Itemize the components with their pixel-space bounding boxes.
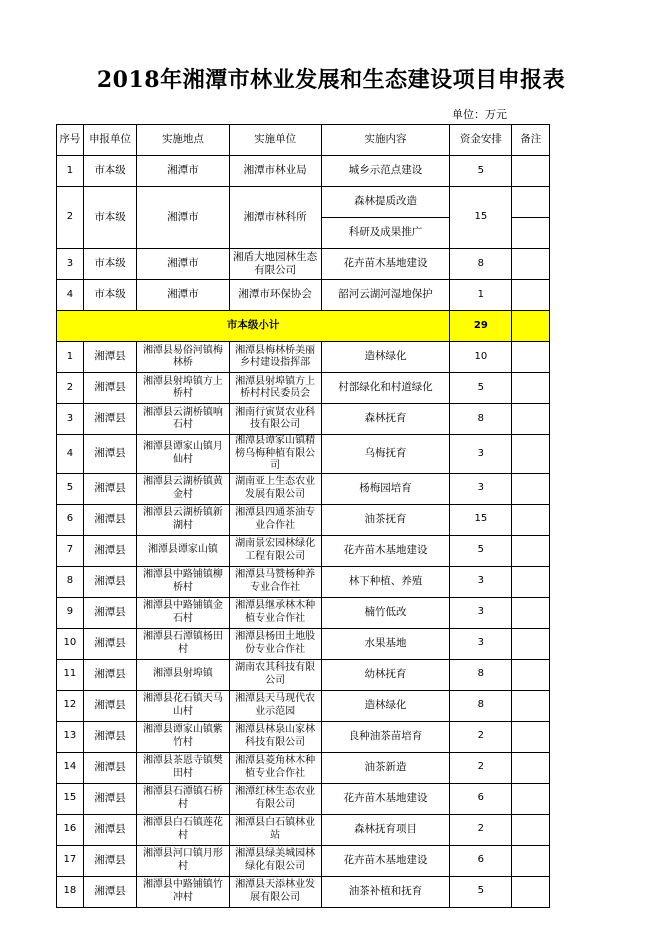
- cell-place: 湘潭市: [137, 187, 229, 249]
- cell-unit: 湘潭县: [83, 597, 137, 628]
- cell-impl: 湘潭县梅林桥美丽乡村建设指挥部: [229, 342, 321, 373]
- cell-no: 14: [57, 752, 84, 783]
- cell-no: 1: [57, 156, 84, 187]
- cell-fund: 6: [450, 845, 512, 876]
- cell-place: 湘潭县云湖桥镇响石村: [137, 404, 229, 435]
- cell-place: 湘潭市: [137, 280, 229, 311]
- cell-unit: 湘潭县: [83, 845, 137, 876]
- cell-remark: [512, 628, 550, 659]
- cell-unit: 湘潭县: [83, 566, 137, 597]
- cell-fund: 8: [450, 659, 512, 690]
- cell-fund: 3: [450, 473, 512, 504]
- cell-impl: 湘潭县林泉山家林科技有限公司: [229, 721, 321, 752]
- cell-content: 村部绿化和村道绿化: [321, 373, 450, 404]
- cell-fund: 3: [450, 628, 512, 659]
- cell-content: 油茶补植和抚育: [321, 876, 450, 907]
- cell-remark: [512, 249, 550, 280]
- cell-place: 湘潭县花石镇天马山村: [137, 690, 229, 721]
- cell-remark: [512, 342, 550, 373]
- cell-fund: 2: [450, 814, 512, 845]
- header-fund: 资金安排: [450, 125, 512, 156]
- cell-fund: 5: [450, 373, 512, 404]
- cell-remark: [512, 404, 550, 435]
- cell-no: 6: [57, 504, 84, 535]
- cell-place: 湘潭县白石镇莲花村: [137, 814, 229, 845]
- table-row: [57, 752, 550, 783]
- cell-no: 10: [57, 628, 84, 659]
- header-no: 序号: [57, 125, 84, 156]
- cell-unit: 市本级: [83, 187, 137, 249]
- cell-impl: 湘潭市环保协会: [229, 280, 321, 311]
- cell-content: 花卉苗木基地建设: [321, 535, 450, 566]
- cell-impl: 湖南农其科技有限公司: [229, 659, 321, 690]
- cell-impl: 湘南行寅贤农业科技有限公司: [229, 404, 321, 435]
- cell-fund: 2: [450, 752, 512, 783]
- cell-place: 湘潭县谭家山镇紫竹村: [137, 721, 229, 752]
- cell-fund: 6: [450, 783, 512, 814]
- cell-unit: 湘潭县: [83, 373, 137, 404]
- cell-no: 13: [57, 721, 84, 752]
- cell-content: 森林抚育项目: [321, 814, 450, 845]
- cell-remark: [512, 504, 550, 535]
- subtotal-fund: 29: [450, 311, 512, 342]
- cell-impl: 湘潭县谭家山镇精榜乌梅种植有限公司: [229, 435, 321, 474]
- cell-fund: 5: [450, 535, 512, 566]
- cell-place: 湘潭县中路铺镇金石村: [137, 597, 229, 628]
- cell-remark: [512, 280, 550, 311]
- cell-remark: [512, 690, 550, 721]
- cell-fund: 3: [450, 597, 512, 628]
- cell-content: 良种油茶苗培育: [321, 721, 450, 752]
- cell-impl: 湘潭县马赞杨种养专业合作社: [229, 566, 321, 597]
- cell-no: 8: [57, 566, 84, 597]
- cell-content: 科研及成果推广: [321, 218, 450, 249]
- cell-unit: 湘潭县: [83, 659, 137, 690]
- header-row: [57, 125, 550, 156]
- cell-content: 花卉苗木基地建设: [321, 783, 450, 814]
- table-row: [57, 435, 550, 474]
- table-row: [57, 845, 550, 876]
- cell-unit: 湘潭县: [83, 535, 137, 566]
- subtotal-label: 市本级小计: [57, 311, 450, 342]
- project-table: [56, 124, 550, 908]
- cell-no: 2: [57, 373, 84, 404]
- cell-content: 花卉苗木基地建设: [321, 249, 450, 280]
- cell-fund: 8: [450, 690, 512, 721]
- cell-remark: [512, 473, 550, 504]
- cell-no: 15: [57, 783, 84, 814]
- cell-place: 湘潭县中路铺镇柳桥村: [137, 566, 229, 597]
- cell-place: 湘潭县易俗河镇梅林桥: [137, 342, 229, 373]
- cell-place: 湘潭县云湖桥镇黄金村: [137, 473, 229, 504]
- cell-no: 3: [57, 404, 84, 435]
- cell-no: 12: [57, 690, 84, 721]
- cell-unit: 湘潭县: [83, 435, 137, 474]
- cell-content: 森林抚育: [321, 404, 450, 435]
- unit-label: 单位：万元: [452, 108, 507, 121]
- cell-fund: 15: [450, 187, 512, 249]
- cell-unit: 市本级: [83, 280, 137, 311]
- cell-remark: [512, 597, 550, 628]
- cell-fund: 3: [450, 566, 512, 597]
- cell-remark: [512, 535, 550, 566]
- cell-place: 湘潭县中路铺镇竹冲村: [137, 876, 229, 907]
- table-row: [57, 504, 550, 535]
- cell-remark: [512, 783, 550, 814]
- cell-impl: 湘盾大地园林生态有限公司: [229, 249, 321, 280]
- cell-no: 4: [57, 435, 84, 474]
- cell-place: 湘潭县谭家山镇: [137, 535, 229, 566]
- cell-content: 花卉苗木基地建设: [321, 845, 450, 876]
- cell-remark: [512, 721, 550, 752]
- cell-content: 杨梅园培育: [321, 473, 450, 504]
- table-row: [57, 876, 550, 907]
- cell-unit: 湘潭县: [83, 721, 137, 752]
- cell-fund: 15: [450, 504, 512, 535]
- table-row: [57, 342, 550, 373]
- cell-impl: 湘潭县绿美城园林绿化有限公司: [229, 845, 321, 876]
- cell-place: 湘潭县谭家山镇月仙村: [137, 435, 229, 474]
- cell-impl: 湘潭县白石镇林业站: [229, 814, 321, 845]
- cell-no: 7: [57, 535, 84, 566]
- cell-unit: 湘潭县: [83, 814, 137, 845]
- cell-remark: [512, 311, 550, 342]
- cell-remark: [512, 435, 550, 474]
- table-row: [57, 373, 550, 404]
- header-content: 实施内容: [321, 125, 450, 156]
- table-row: [57, 156, 550, 187]
- cell-impl: 湘潭县菱角林木种植专业合作社: [229, 752, 321, 783]
- cell-no: 16: [57, 814, 84, 845]
- cell-unit: 湘潭县: [83, 876, 137, 907]
- cell-no: 11: [57, 659, 84, 690]
- table-row: [57, 814, 550, 845]
- cell-content: 油茶新造: [321, 752, 450, 783]
- table-row: [57, 473, 550, 504]
- cell-remark: [512, 187, 550, 218]
- cell-remark: [512, 659, 550, 690]
- cell-remark: [512, 156, 550, 187]
- cell-place: 湘潭县射埠镇方上桥村: [137, 373, 229, 404]
- cell-no: 18: [57, 876, 84, 907]
- cell-remark: [512, 218, 550, 249]
- cell-fund: 10: [450, 342, 512, 373]
- cell-unit: 湘潭县: [83, 404, 137, 435]
- cell-remark: [512, 752, 550, 783]
- cell-remark: [512, 845, 550, 876]
- cell-place: 湘潭县石潭镇杨田村: [137, 628, 229, 659]
- table-row: [57, 280, 550, 311]
- cell-content: 楠竹低改: [321, 597, 450, 628]
- table-row: [57, 187, 550, 218]
- cell-unit: 湘潭县: [83, 473, 137, 504]
- cell-unit: 湘潭县: [83, 504, 137, 535]
- cell-content: 林下种植、养殖: [321, 566, 450, 597]
- cell-fund: 1: [450, 280, 512, 311]
- cell-impl: 湖南亚上生态农业发展有限公司: [229, 473, 321, 504]
- cell-remark: [512, 373, 550, 404]
- cell-impl: 湘潭市林业局: [229, 156, 321, 187]
- cell-fund: 3: [450, 435, 512, 474]
- cell-fund: 8: [450, 249, 512, 280]
- cell-no: 5: [57, 473, 84, 504]
- cell-place: 湘潭县河口镇月形村: [137, 845, 229, 876]
- cell-impl: 湘潭县四通茶油专业合作社: [229, 504, 321, 535]
- cell-fund: 5: [450, 876, 512, 907]
- cell-unit: 市本级: [83, 156, 137, 187]
- cell-unit: 湘潭县: [83, 752, 137, 783]
- table-row: [57, 249, 550, 280]
- cell-remark: [512, 876, 550, 907]
- header-place: 实施地点: [137, 125, 229, 156]
- cell-content: 韶河云湖河湿地保护: [321, 280, 450, 311]
- cell-place: 湘潭市: [137, 249, 229, 280]
- header-remark: 备注: [512, 125, 550, 156]
- cell-remark: [512, 566, 550, 597]
- subtotal-row: [57, 311, 550, 342]
- cell-place: 湘潭县云湖桥镇新湖村: [137, 504, 229, 535]
- cell-no: 3: [57, 249, 84, 280]
- cell-content: 油茶抚育: [321, 504, 450, 535]
- cell-unit: 湘潭县: [83, 690, 137, 721]
- cell-remark: [512, 814, 550, 845]
- cell-impl: 湘潭县杨田土地股份专业合作社: [229, 628, 321, 659]
- cell-place: 湘潭县茶恩寺镇樊田村: [137, 752, 229, 783]
- cell-impl: 湘潭县射埠镇方上桥村村民委员会: [229, 373, 321, 404]
- cell-content: 造林绿化: [321, 690, 450, 721]
- cell-content: 水果基地: [321, 628, 450, 659]
- header-impl: 实施单位: [229, 125, 321, 156]
- cell-fund: 8: [450, 404, 512, 435]
- header-unit: 申报单位: [83, 125, 137, 156]
- cell-unit: 湘潭县: [83, 628, 137, 659]
- table-row: [57, 628, 550, 659]
- cell-fund: 5: [450, 156, 512, 187]
- cell-place: 湘潭县石潭镇石桥村: [137, 783, 229, 814]
- table-row: [57, 690, 550, 721]
- cell-content: 森林提质改造: [321, 187, 450, 218]
- cell-content: 城乡示范点建设: [321, 156, 450, 187]
- table-row: [57, 566, 550, 597]
- table-row: [57, 721, 550, 752]
- cell-impl: 湘潭红林生态农业有限公司: [229, 783, 321, 814]
- table-row: [57, 783, 550, 814]
- cell-no: 9: [57, 597, 84, 628]
- table-row: [57, 659, 550, 690]
- cell-no: 17: [57, 845, 84, 876]
- cell-place: 湘潭县射埠镇: [137, 659, 229, 690]
- cell-content: 乌梅抚育: [321, 435, 450, 474]
- cell-impl: 湖南景宏园林绿化工程有限公司: [229, 535, 321, 566]
- table-row: [57, 535, 550, 566]
- cell-impl: 湘潭县继承林木种植专业合作社: [229, 597, 321, 628]
- cell-impl: 湘潭县天马现代农业示范园: [229, 690, 321, 721]
- cell-unit: 湘潭县: [83, 342, 137, 373]
- cell-impl: 湘潭市林科所: [229, 187, 321, 249]
- cell-fund: 2: [450, 721, 512, 752]
- table-row: [57, 404, 550, 435]
- cell-unit: 市本级: [83, 249, 137, 280]
- cell-content: 幼林抚育: [321, 659, 450, 690]
- cell-no: 4: [57, 280, 84, 311]
- cell-no: 1: [57, 342, 84, 373]
- cell-impl: 湘潭县天添林业发展有限公司: [229, 876, 321, 907]
- cell-content: 造林绿化: [321, 342, 450, 373]
- table-row: [57, 597, 550, 628]
- page-title: 2018年湘潭市林业发展和生态建设项目申报表: [96, 67, 566, 93]
- cell-no: 2: [57, 187, 84, 249]
- cell-unit: 湘潭县: [83, 783, 137, 814]
- cell-place: 湘潭市: [137, 156, 229, 187]
